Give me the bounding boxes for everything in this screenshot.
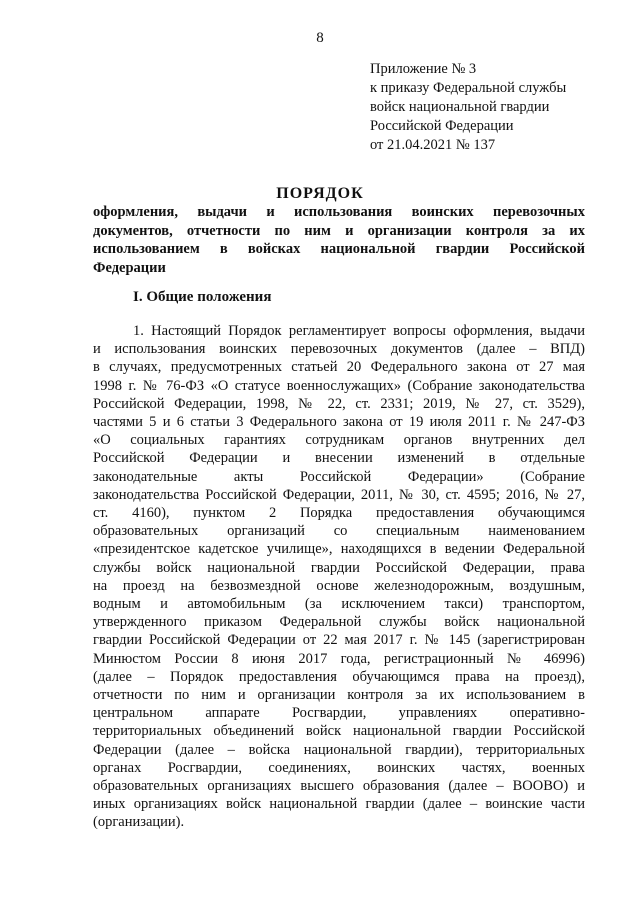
document-title: ПОРЯДОК — [276, 185, 364, 202]
subtitle-line: оформления, выдачи и использования воинских перевозочных — [93, 204, 585, 220]
paragraph-line: гвардии Российской Федерации от 22 мая 2017 г. № 145 (зарегистрирован — [93, 632, 585, 649]
paragraph-line: ст. 4160), пунктом 2 Порядка предоставления обучающимся — [93, 505, 585, 522]
appendix-line: к приказу Федеральной службы — [370, 80, 567, 96]
appendix-header — [370, 60, 630, 155]
subtitle-line: использованием в войсках национальной гвардии Российской — [93, 241, 585, 257]
paragraph-line: Минюстом России 8 июня 2017 года, регистрационный № 46996) — [93, 650, 585, 667]
paragraph-line: утвержденного приказом Федеральной службы войск национальной — [93, 614, 585, 631]
paragraph-line: центральном аппарате Росгвардии, управлениях оперативно- — [93, 705, 585, 722]
paragraph-line: законодательства Российской Федерации, 2011, № 30, ст. 4595; 2016, № 27, — [93, 486, 585, 503]
appendix-line: войск национальной гвардии — [370, 99, 550, 115]
paragraph-line: образовательных организациях высшего образования (далее – ВООВО) и — [93, 778, 585, 795]
appendix-line: Приложение № 3 — [370, 61, 477, 77]
paragraph-line: службы войск национальной гвардии Российской Федерации, права — [93, 559, 585, 576]
paragraph-line: водным и автомобильным (за исключением такси) транспортом, — [93, 596, 585, 613]
document-subtitle — [93, 203, 585, 277]
subtitle-line: Федерации — [93, 259, 166, 276]
paragraph-line: (организации). — [93, 814, 185, 831]
paragraph-line: «президентское кадетское училище», находящихся в ведении Федеральной — [93, 541, 585, 558]
paragraph-line: органах Росгвардии, соединениях, воинских частях, военных — [93, 759, 585, 776]
body-paragraph — [93, 322, 585, 832]
paragraph-line: иных организациях войск национальной гвардии (далее – воинские части — [93, 796, 585, 813]
paragraph-line: Российской Федерации, 1998, № 22, ст. 2331; 2019, № 27, ст. 3529), — [93, 395, 585, 412]
paragraph-line: и использования воинских перевозочных документов (далее – ВПД) — [93, 341, 585, 358]
paragraph-line: 1. Настоящий Порядок регламентирует вопросы оформления, выдачи — [133, 323, 585, 339]
paragraph-line: на проезд на безвозмездной основе железнодорожным, воздушным, — [93, 577, 585, 594]
paragraph-line: Федерации (далее – войска национальной гвардии), территориальных — [93, 741, 585, 758]
paragraph-line: образовательных организаций со специальным наименованием — [93, 523, 585, 540]
paragraph-line: законодательные акты Российской Федерации» (Собрание — [93, 468, 585, 485]
paragraph-line: частями 5 и 6 статьи 3 Федерального закона от 19 июля 2011 г. № 247-ФЗ — [93, 414, 585, 431]
paragraph-line: (далее – Порядок предоставления обучающимся права на проезд), — [93, 668, 585, 685]
appendix-line: Российской Федерации — [370, 118, 514, 134]
appendix-line: от 21.04.2021 № 137 — [370, 137, 496, 153]
paragraph-line: «О социальных гарантиях сотрудникам органов внутренних дел — [93, 432, 585, 449]
paragraph-line: территориальных объединений войск национальной гвардии Российской — [93, 723, 585, 740]
subtitle-line: документов, отчетности по ним и организации контроля за их — [93, 222, 585, 239]
paragraph-line: 1998 г. № 76-ФЗ «О статусе военнослужащих» (Собрание законодательства — [93, 377, 585, 394]
paragraph-line: отчетности по ним и организации контроля за их использованием в — [93, 687, 585, 704]
paragraph-line: Российской Федерации и внесении изменений в отдельные — [93, 450, 585, 467]
paragraph-line: в случаях, предусмотренных статьей 20 Федерального закона от 27 мая — [93, 359, 585, 376]
section-heading: I. Общие положения — [133, 289, 272, 305]
page-number: 8 — [316, 30, 324, 46]
